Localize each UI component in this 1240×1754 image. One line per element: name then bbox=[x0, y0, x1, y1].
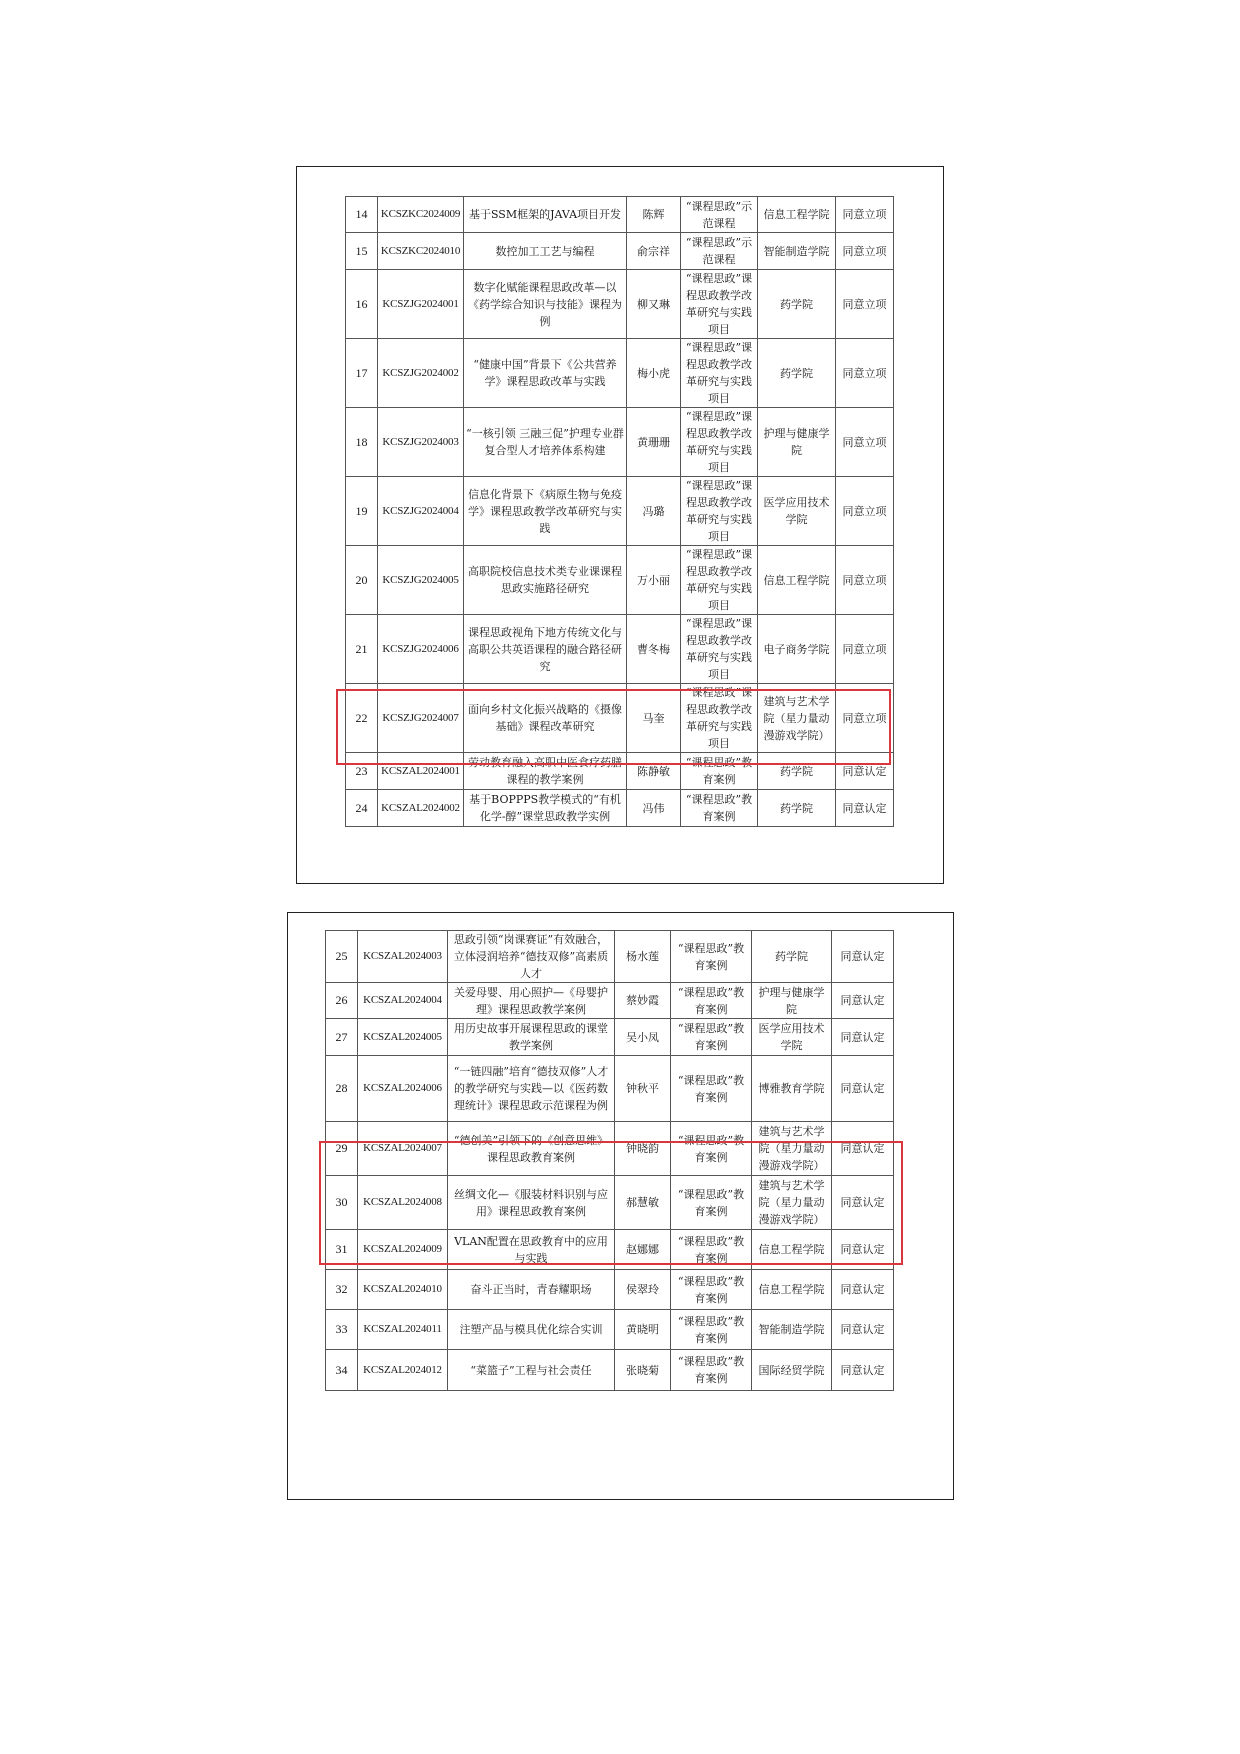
approval-result: 同意立项 bbox=[836, 270, 894, 339]
project-title: “菜篮子”工程与社会责任 bbox=[448, 1350, 615, 1391]
project-type: “课程思政”课程思政教学改革研究与实践项目 bbox=[681, 477, 758, 546]
department: 建筑与艺术学院（星力量动漫游戏学院） bbox=[752, 1176, 832, 1230]
project-code: KCSZJG2024001 bbox=[378, 270, 464, 339]
row-number: 17 bbox=[346, 339, 378, 408]
table-row bbox=[346, 197, 894, 233]
project-title: 数字化赋能课程思政改革—以《药学综合知识与技能》课程为例 bbox=[464, 270, 627, 339]
project-code: KCSZAL2024010 bbox=[358, 1270, 448, 1310]
project-leader: 杨水莲 bbox=[615, 931, 671, 983]
row-number: 23 bbox=[346, 753, 378, 790]
project-type: “课程思政”课程思政教学改革研究与实践项目 bbox=[681, 615, 758, 684]
table-row bbox=[326, 1270, 894, 1310]
project-code: KCSZAL2024002 bbox=[378, 790, 464, 827]
row-number: 26 bbox=[326, 983, 358, 1019]
project-table-1 bbox=[345, 196, 894, 827]
project-leader: 梅小虎 bbox=[627, 339, 681, 408]
project-code: KCSZJG2024005 bbox=[378, 546, 464, 615]
approval-result: 同意立项 bbox=[836, 615, 894, 684]
project-title: “一链四融”培育“德技双修”人才的教学研究与实践—以《医药数理统计》课程思政示范课程为例 bbox=[448, 1056, 615, 1122]
project-title: 奋斗正当时，青春耀职场 bbox=[448, 1270, 615, 1310]
row-number: 32 bbox=[326, 1270, 358, 1310]
project-type: “课程思政”教育案例 bbox=[671, 1122, 752, 1176]
project-leader: 蔡妙霞 bbox=[615, 983, 671, 1019]
row-number: 15 bbox=[346, 233, 378, 270]
project-type: “课程思政”教育案例 bbox=[671, 931, 752, 983]
department: 药学院 bbox=[752, 931, 832, 983]
project-leader: 侯翠玲 bbox=[615, 1270, 671, 1310]
project-title: “一核引领 三融三促”护理专业群复合型人才培养体系构建 bbox=[464, 408, 627, 477]
project-type: “课程思政”教育案例 bbox=[671, 1056, 752, 1122]
project-code: KCSZAL2024005 bbox=[358, 1019, 448, 1056]
approval-result: 同意认定 bbox=[832, 983, 894, 1019]
department: 智能制造学院 bbox=[752, 1310, 832, 1350]
scan-page-1 bbox=[296, 166, 944, 884]
project-type: “课程思政”示范课程 bbox=[681, 233, 758, 270]
project-code: KCSZAL2024007 bbox=[358, 1122, 448, 1176]
project-title: 基于SSM框架的JAVA项目开发 bbox=[464, 197, 627, 233]
project-title: 注塑产品与模具优化综合实训 bbox=[448, 1310, 615, 1350]
row-number: 25 bbox=[326, 931, 358, 983]
project-leader: 柳又琳 bbox=[627, 270, 681, 339]
project-type: “课程思政”教育案例 bbox=[681, 753, 758, 790]
row-number: 34 bbox=[326, 1350, 358, 1391]
project-title: 课程思政视角下地方传统文化与高职公共英语课程的融合路径研究 bbox=[464, 615, 627, 684]
department: 药学院 bbox=[758, 270, 836, 339]
project-code: KCSZAL2024011 bbox=[358, 1310, 448, 1350]
project-title: 思政引领“岗课赛证”有效融合，立体浸润培养“德技双修”高素质人才 bbox=[448, 931, 615, 983]
project-leader: 万小丽 bbox=[627, 546, 681, 615]
department: 药学院 bbox=[758, 339, 836, 408]
department: 药学院 bbox=[758, 753, 836, 790]
project-type: “课程思政”教育案例 bbox=[681, 790, 758, 827]
department: 建筑与艺术学院（星力量动漫游戏学院） bbox=[758, 684, 836, 753]
row-number: 28 bbox=[326, 1056, 358, 1122]
approval-result: 同意立项 bbox=[836, 546, 894, 615]
project-code: KCSZJG2024004 bbox=[378, 477, 464, 546]
project-type: “课程思政”教育案例 bbox=[671, 1350, 752, 1391]
project-title: 丝绸文化—《服装材料识别与应用》课程思政教育案例 bbox=[448, 1176, 615, 1230]
table-row bbox=[346, 684, 894, 753]
approval-result: 同意立项 bbox=[836, 684, 894, 753]
department: 建筑与艺术学院（星力量动漫游戏学院） bbox=[752, 1122, 832, 1176]
project-title: 基于BOPPPS教学模式的“有机化学-醇”课堂思政教学实例 bbox=[464, 790, 627, 827]
approval-result: 同意立项 bbox=[836, 233, 894, 270]
scan-page-2 bbox=[287, 912, 954, 1500]
project-type: “课程思政”课程思政教学改革研究与实践项目 bbox=[681, 684, 758, 753]
department: 信息工程学院 bbox=[758, 197, 836, 233]
project-title: 数控加工工艺与编程 bbox=[464, 233, 627, 270]
table-row bbox=[326, 1122, 894, 1176]
project-type: “课程思政”教育案例 bbox=[671, 983, 752, 1019]
row-number: 19 bbox=[346, 477, 378, 546]
department: 医学应用技术学院 bbox=[752, 1019, 832, 1056]
project-leader: 郝慧敏 bbox=[615, 1176, 671, 1230]
project-type: “课程思政”教育案例 bbox=[671, 1230, 752, 1270]
project-leader: 吴小凤 bbox=[615, 1019, 671, 1056]
project-type: “课程思政”示范课程 bbox=[681, 197, 758, 233]
project-leader: 俞宗祥 bbox=[627, 233, 681, 270]
approval-result: 同意立项 bbox=[836, 197, 894, 233]
row-number: 22 bbox=[346, 684, 378, 753]
table-row bbox=[346, 477, 894, 546]
project-title: 关爱母婴、用心照护—《母婴护理》课程思政教学案例 bbox=[448, 983, 615, 1019]
table-row bbox=[326, 1176, 894, 1230]
table-row bbox=[346, 339, 894, 408]
project-title: 用历史故事开展课程思政的课堂教学案例 bbox=[448, 1019, 615, 1056]
row-number: 29 bbox=[326, 1122, 358, 1176]
project-code: KCSZAL2024008 bbox=[358, 1176, 448, 1230]
row-number: 31 bbox=[326, 1230, 358, 1270]
department: 信息工程学院 bbox=[758, 546, 836, 615]
table-row bbox=[346, 408, 894, 477]
project-type: “课程思政”课程思政教学改革研究与实践项目 bbox=[681, 546, 758, 615]
project-code: KCSZAL2024004 bbox=[358, 983, 448, 1019]
approval-result: 同意认定 bbox=[832, 1350, 894, 1391]
project-code: KCSZKC2024009 bbox=[378, 197, 464, 233]
department: 信息工程学院 bbox=[752, 1230, 832, 1270]
project-leader: 赵娜娜 bbox=[615, 1230, 671, 1270]
approval-result: 同意认定 bbox=[832, 1176, 894, 1230]
table-row bbox=[346, 546, 894, 615]
project-title: 面向乡村文化振兴战略的《摄像基础》课程改革研究 bbox=[464, 684, 627, 753]
approval-result: 同意立项 bbox=[836, 339, 894, 408]
project-type: “课程思政”教育案例 bbox=[671, 1176, 752, 1230]
table-row bbox=[326, 1019, 894, 1056]
row-number: 33 bbox=[326, 1310, 358, 1350]
table-row bbox=[326, 1230, 894, 1270]
project-leader: 钟秋平 bbox=[615, 1056, 671, 1122]
project-code: KCSZKC2024010 bbox=[378, 233, 464, 270]
project-leader: 冯璐 bbox=[627, 477, 681, 546]
table-row bbox=[346, 270, 894, 339]
project-leader: 张晓菊 bbox=[615, 1350, 671, 1391]
project-type: “课程思政”课程思政教学改革研究与实践项目 bbox=[681, 339, 758, 408]
project-type: “课程思政”教育案例 bbox=[671, 1270, 752, 1310]
project-code: KCSZJG2024002 bbox=[378, 339, 464, 408]
table-row bbox=[346, 753, 894, 790]
table-row bbox=[326, 1350, 894, 1391]
approval-result: 同意认定 bbox=[832, 1230, 894, 1270]
approval-result: 同意认定 bbox=[832, 1270, 894, 1310]
project-type: “课程思政”教育案例 bbox=[671, 1019, 752, 1056]
approval-result: 同意认定 bbox=[836, 790, 894, 827]
project-leader: 黄珊珊 bbox=[627, 408, 681, 477]
project-type: “课程思政”课程思政教学改革研究与实践项目 bbox=[681, 408, 758, 477]
department: 智能制造学院 bbox=[758, 233, 836, 270]
approval-result: 同意认定 bbox=[832, 1310, 894, 1350]
project-leader: 黄晓明 bbox=[615, 1310, 671, 1350]
row-number: 16 bbox=[346, 270, 378, 339]
row-number: 18 bbox=[346, 408, 378, 477]
table-row bbox=[326, 1310, 894, 1350]
approval-result: 同意认定 bbox=[832, 1122, 894, 1176]
project-title: 高职院校信息技术类专业课课程思政实施路径研究 bbox=[464, 546, 627, 615]
project-table-2 bbox=[325, 930, 894, 1391]
project-code: KCSZAL2024006 bbox=[358, 1056, 448, 1122]
project-leader: 曹冬梅 bbox=[627, 615, 681, 684]
department: 护理与健康学院 bbox=[758, 408, 836, 477]
project-leader: 冯伟 bbox=[627, 790, 681, 827]
table-row bbox=[326, 931, 894, 983]
project-title: 劳动教育融入高职中医食疗药膳课程的教学案例 bbox=[464, 753, 627, 790]
project-code: KCSZAL2024009 bbox=[358, 1230, 448, 1270]
approval-result: 同意认定 bbox=[832, 931, 894, 983]
project-code: KCSZJG2024007 bbox=[378, 684, 464, 753]
department: 国际经贸学院 bbox=[752, 1350, 832, 1391]
project-leader: 陈辉 bbox=[627, 197, 681, 233]
table-row bbox=[346, 615, 894, 684]
project-code: KCSZAL2024001 bbox=[378, 753, 464, 790]
department: 药学院 bbox=[758, 790, 836, 827]
project-code: KCSZAL2024012 bbox=[358, 1350, 448, 1391]
row-number: 14 bbox=[346, 197, 378, 233]
project-code: KCSZJG2024003 bbox=[378, 408, 464, 477]
approval-result: 同意认定 bbox=[832, 1019, 894, 1056]
project-leader: 钟晓韵 bbox=[615, 1122, 671, 1176]
approval-result: 同意认定 bbox=[836, 753, 894, 790]
project-title: 信息化背景下《病原生物与免疫学》课程思政教学改革研究与实践 bbox=[464, 477, 627, 546]
row-number: 24 bbox=[346, 790, 378, 827]
department: 医学应用技术学院 bbox=[758, 477, 836, 546]
department: 博雅教育学院 bbox=[752, 1056, 832, 1122]
approval-result: 同意认定 bbox=[832, 1056, 894, 1122]
row-number: 20 bbox=[346, 546, 378, 615]
project-title: “健康中国”背景下《公共营养学》课程思政改革与实践 bbox=[464, 339, 627, 408]
table-row bbox=[326, 983, 894, 1019]
approval-result: 同意立项 bbox=[836, 477, 894, 546]
project-type: “课程思政”课程思政教学改革研究与实践项目 bbox=[681, 270, 758, 339]
approval-result: 同意立项 bbox=[836, 408, 894, 477]
department: 护理与健康学院 bbox=[752, 983, 832, 1019]
project-code: KCSZJG2024006 bbox=[378, 615, 464, 684]
row-number: 30 bbox=[326, 1176, 358, 1230]
table-row bbox=[326, 1056, 894, 1122]
project-code: KCSZAL2024003 bbox=[358, 931, 448, 983]
table-row bbox=[346, 233, 894, 270]
project-leader: 马奎 bbox=[627, 684, 681, 753]
project-title: VLAN配置在思政教育中的应用与实践 bbox=[448, 1230, 615, 1270]
table-row bbox=[346, 790, 894, 827]
project-leader: 陈静敏 bbox=[627, 753, 681, 790]
row-number: 27 bbox=[326, 1019, 358, 1056]
department: 信息工程学院 bbox=[752, 1270, 832, 1310]
project-title: “德创美”引领下的《创意思维》课程思政教育案例 bbox=[448, 1122, 615, 1176]
department: 电子商务学院 bbox=[758, 615, 836, 684]
row-number: 21 bbox=[346, 615, 378, 684]
project-type: “课程思政”教育案例 bbox=[671, 1310, 752, 1350]
